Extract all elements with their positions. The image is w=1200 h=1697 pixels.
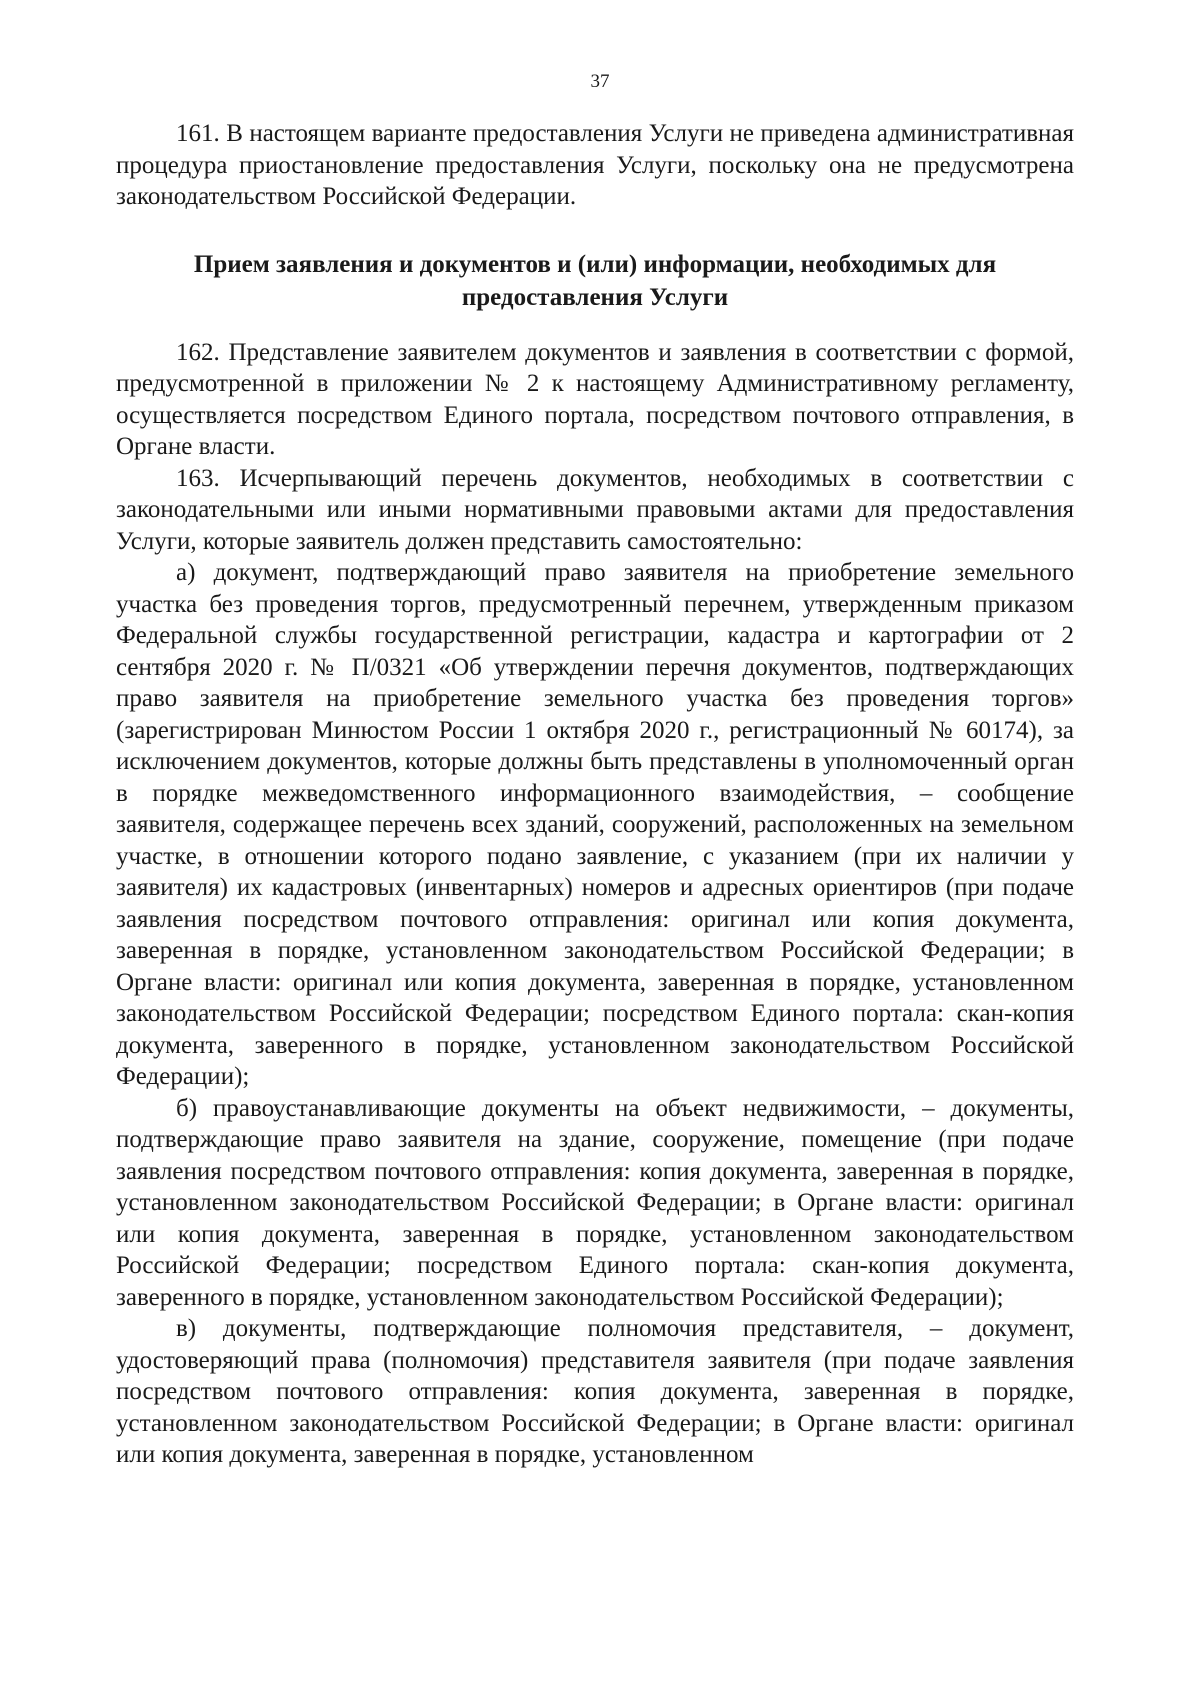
section-heading: Прием заявления и документов и (или) информации, необходимых для предоставления Услуги <box>193 250 997 311</box>
paragraph-163: 163. Исчерпывающий перечень документов, необходимых в соответствии с законодательными или иными нормативными правовыми актами для предоставления Услуги, которые заявитель должен представить самостоятельно: <box>116 464 1074 555</box>
page-number: 37 <box>590 71 610 92</box>
list-item-a: а) документ, подтверждающий право заявителя на приобретение земельного участка без проведения торгов, предусмотренный перечнем, утвержденным приказом Федеральной службы государственной регистрации, кадастра и картографии от 2 сентября 2020 г. № П/0321 «Об утверждении перечня документов, подтверждающих право заявителя на приобретение земельного участка без проведения торгов» (зарегистрирован Минюстом России 1 октября 2020 г., регистрационный № 60174), за исключением документов, которые должны быть представлены в уполномоченный орган в порядке межведомственного информационного взаимодействия, – сообщение заявителя, содержащее перечень всех зданий, сооружений, расположенных на земельном участке, в отношении которого подано заявление, с указанием (при их наличии у заявителя) их кадастровых (инвентарных) номеров и адресных ориентиров (при подаче заявления посредством почтового отправления: оригинал или копия документа, заверенная в порядке, установленном законодательством Российской Федерации; в Органе власти: оригинал или копия документа, заверенная в порядке, установленном законодательством Российской Федерации; посредством Единого портала: скан-копия документа, заверенного в порядке, установленном законодательством Российской Федерации); <box>116 559 1074 1090</box>
list-item-b: б) правоустанавливающие документы на объект недвижимости, – документы, подтверждающие право заявителя на здание, сооружение, помещение (при подаче заявления посредством почтового отправления: копия документа, заверенная в порядке, установленном законодательством Российской Федерации; в Органе власти: оригинал или копия документа, заверенная в порядке, установленном законодательством Российской Федерации; посредством Единого портала: скан-копия документа, заверенного в порядке, установленном законодательством Российской Федерации); <box>116 1094 1074 1311</box>
paragraph-162: 162. Представление заявителем документов и заявления в соответствии с формой, предусмотренной в приложении № 2 к настоящему Административному регламенту, осуществляется посредством Единого портала, посредством почтового отправления, в Органе власти. <box>116 338 1074 460</box>
list-item-v: в) документы, подтверждающие полномочия представителя, – документ, удостоверяющий права (полномочия) представителя заявителя (при подаче заявления посредством почтового отправления: копия документа, заверенная в порядке, установленном законодательством Российской Федерации; в Органе власти: оригинал или копия документа, заверенная в порядке, установленном <box>116 1315 1074 1468</box>
paragraph-161: 161. В настоящем варианте предоставления Услуги не приведена административная процедура приостановление предоставления Услуги, поскольку она не предусмотрена законодательством Российской Федерации. <box>116 120 1074 210</box>
page-content <box>116 118 1074 1471</box>
